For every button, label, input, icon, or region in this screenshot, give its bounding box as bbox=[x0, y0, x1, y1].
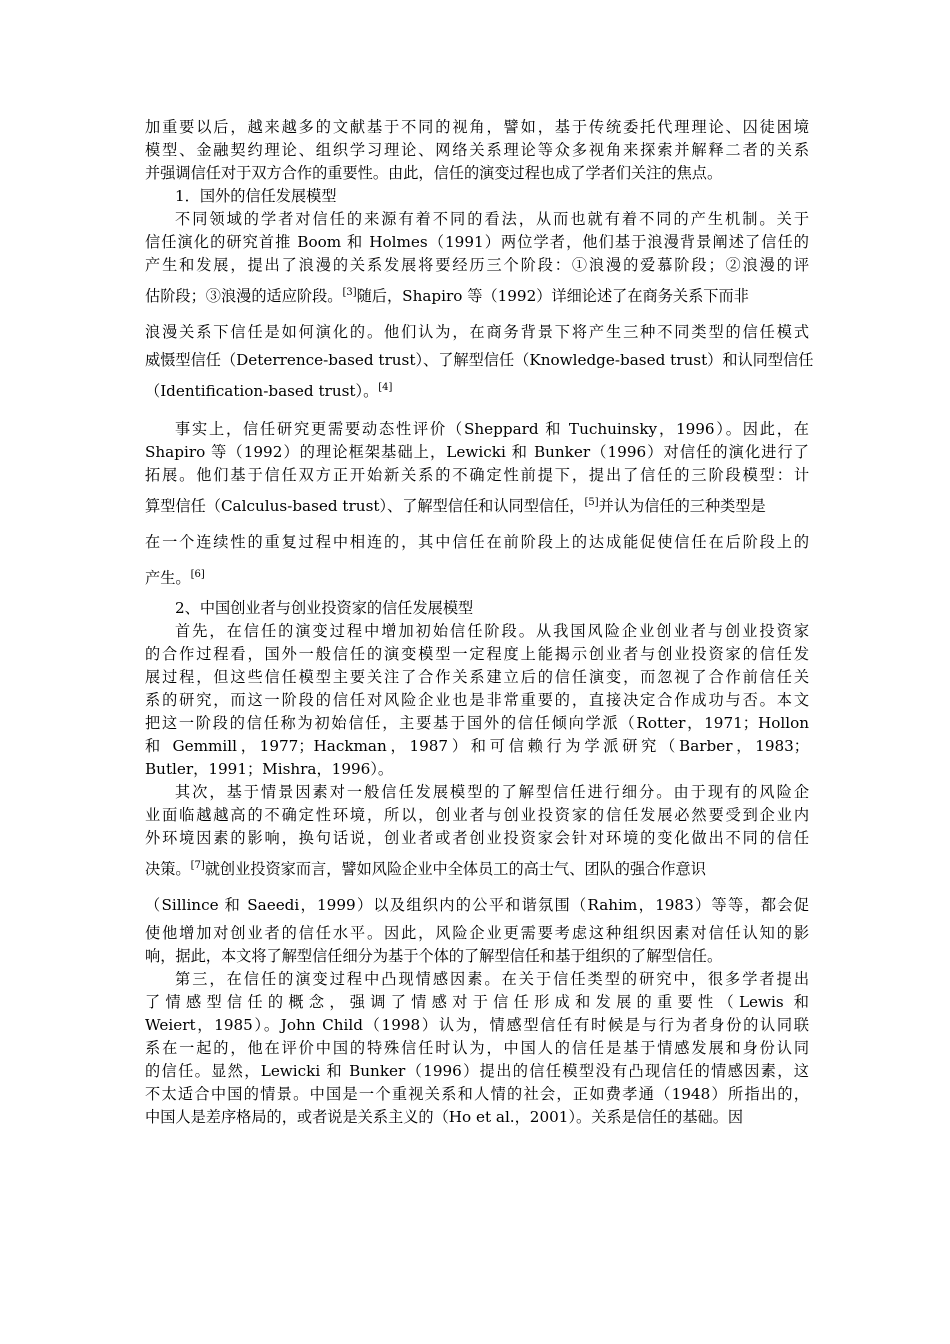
text-span: 把这一阶段的信任称为初始信任，主要基于国外的信任倾向学派（Rotter，1971；Hollon bbox=[145, 714, 809, 732]
text-span: 浪漫关系下信任是如何演化的。他们认为，在商务背景下将产生三种不同类型的信任模式 bbox=[145, 323, 809, 341]
text-span: 和 Gemmill，1977；Hackman，1987）和可信赖行为学派研究（Barber，1983； bbox=[145, 737, 809, 755]
text-span: 估阶段；③浪漫的适应阶段。 bbox=[145, 287, 343, 305]
text-line bbox=[145, 231, 809, 254]
text-line bbox=[145, 208, 809, 231]
text-span: 使他增加对创业者的信任水平。因此，风险企业更需要考虑这种组织因素对信任认知的影 bbox=[145, 924, 809, 942]
text-span: Weiert，1985）。John Child（1998）认为，情感型信任有时候是与行为者身份的认同联 bbox=[145, 1016, 809, 1034]
text-line bbox=[145, 418, 809, 441]
text-line bbox=[145, 1037, 809, 1060]
text-span: （Sillince 和 Saeedi，1999）以及组织内的公平和谐氛围（Rahim，1983）等等，都会促 bbox=[145, 896, 809, 914]
heading-text: 1．国外的信任发展模型 bbox=[175, 187, 337, 205]
text-span: 的信任。显然，Lewicki 和 Bunker（1996）提出的信任模型没有凸现信任的情感因素，这 bbox=[145, 1062, 809, 1080]
text-span: 其次，基于情景因素对一般信任发展模型的了解型信任进行细分。由于现有的风险企 bbox=[175, 783, 809, 801]
text-span: 拓展。他们基于信任双方正开始新关系的不确定性前提下，提出了信任的三阶段模型：计 bbox=[145, 466, 809, 484]
text-line bbox=[145, 525, 809, 559]
text-line bbox=[145, 689, 809, 712]
text-line bbox=[145, 620, 809, 643]
text-span: 响，据此，本文将了解型信任细分为基于个体的了解型信任和基于组织的了解型信任。 bbox=[145, 947, 723, 965]
text-span: 决策。 bbox=[145, 860, 191, 878]
text-line bbox=[145, 372, 809, 410]
text-line bbox=[145, 850, 809, 888]
text-span: 算型信任（Calculus-based trust）、了解型信任和认同型信任， bbox=[145, 497, 585, 515]
text-line bbox=[145, 1060, 809, 1083]
text-line bbox=[145, 116, 809, 139]
text-line bbox=[145, 827, 809, 850]
heading-text: 2、中国创业者与创业投资家的信任发展模型 bbox=[175, 599, 474, 617]
citation-ref: [6] bbox=[190, 568, 205, 580]
text-line bbox=[145, 254, 809, 277]
text-line bbox=[145, 277, 809, 315]
citation-ref: [7] bbox=[190, 859, 205, 871]
section-heading bbox=[145, 185, 809, 208]
text-line bbox=[145, 441, 809, 464]
text-span: 模型、金融契约理论、组织学习理论、网络关系理论等众多视角来探索并解释二者的关系 bbox=[145, 141, 809, 159]
text-line bbox=[145, 162, 809, 185]
text-span: 系在一起的，他在评价中国的特殊信任时认为，中国人的信任是基于情感发展和身份认同 bbox=[145, 1039, 809, 1057]
text-span: 中国人是差序格局的，或者说是关系主义的（Ho et al.，2001）。关系是信任的基础。因 bbox=[145, 1108, 744, 1126]
text-line bbox=[145, 315, 809, 349]
text-line bbox=[145, 968, 809, 991]
text-span: 事实上，信任研究更需要动态性评价（Sheppard 和 Tuchuinsky，1996）。因此，在 bbox=[175, 420, 809, 438]
text-span: 随后，Shapiro 等（1992）详细论述了在商务关系下而非 bbox=[356, 287, 749, 305]
text-line bbox=[145, 1106, 809, 1129]
text-line bbox=[145, 487, 809, 525]
section-heading bbox=[145, 597, 809, 620]
text-line bbox=[145, 758, 809, 781]
text-span: 信任演化的研究首推 Boom 和 Holmes（1991）两位学者，他们基于浪漫背景阐述了信任的 bbox=[145, 233, 809, 251]
text-span: 系的研究，而这一阶段的信任对风险企业也是非常重要的，直接决定合作成功与否。本文 bbox=[145, 691, 809, 709]
text-line bbox=[145, 139, 809, 162]
text-span: 加重要以后，越来越多的文献基于不同的视角，譬如，基于传统委托代理理论、囚徒困境 bbox=[145, 118, 809, 136]
text-span: 并强调信任对于双方合作的重要性。由此，信任的演变过程也成了学者们关注的焦点。 bbox=[145, 164, 723, 182]
text-span: 展过程，但这些信任模型主要关注了合作关系建立后的信任演变，而忽视了合作前信任关 bbox=[145, 668, 809, 686]
text-span: 并认为信任的三种类型是 bbox=[598, 497, 766, 515]
text-span: 不太适合中国的情景。中国是一个重视关系和人情的社会，正如费孝通（1948）所指出的， bbox=[145, 1085, 809, 1103]
text-line bbox=[145, 781, 809, 804]
text-span: Shapiro 等（1992）的理论框架基础上，Lewicki 和 Bunker（1996）对信任的演化进行了 bbox=[145, 443, 809, 461]
text-line bbox=[145, 464, 809, 487]
text-span: （Identification-based trust）。 bbox=[145, 382, 379, 400]
paragraph-gap bbox=[145, 410, 809, 418]
text-line bbox=[145, 735, 809, 758]
text-line bbox=[145, 643, 809, 666]
text-line bbox=[145, 922, 809, 945]
document-page bbox=[145, 116, 814, 1129]
text-span: Butler，1991；Mishra，1996）。 bbox=[145, 760, 394, 778]
text-span: 首先，在信任的演变过程中增加初始信任阶段。从我国风险企业创业者与创业投资家 bbox=[175, 622, 809, 640]
text-line bbox=[145, 559, 809, 597]
text-line bbox=[145, 945, 809, 968]
text-span: 不同领域的学者对信任的来源有着不同的看法，从而也就有着不同的产生机制。关于 bbox=[175, 210, 809, 228]
text-span: 就创业投资家而言，譬如风险企业中全体员工的高士气、团队的强合作意识 bbox=[204, 860, 706, 878]
text-line bbox=[145, 1014, 809, 1037]
text-span: 产生。 bbox=[145, 569, 191, 587]
text-line bbox=[145, 888, 809, 922]
text-line bbox=[145, 991, 809, 1014]
text-span: 第三，在信任的演变过程中凸现情感因素。在关于信任类型的研究中，很多学者提出 bbox=[175, 970, 809, 988]
text-line bbox=[145, 804, 809, 827]
text-span: 了情感型信任的概念，强调了情感对于信任形成和发展的重要性（Lewis 和 bbox=[145, 993, 809, 1011]
text-line bbox=[145, 1083, 809, 1106]
text-span: 业面临越越高的不确定性环境，所以，创业者与创业投资家的信任发展必然要受到企业内 bbox=[145, 806, 809, 824]
text-line bbox=[145, 666, 809, 689]
text-span: 产生和发展，提出了浪漫的关系发展将要经历三个阶段：①浪漫的爱慕阶段；②浪漫的评 bbox=[145, 256, 809, 274]
text-line bbox=[145, 712, 809, 735]
text-span: 在一个连续性的重复过程中相连的，其中信任在前阶段上的达成能促使信任在后阶段上的 bbox=[145, 533, 809, 551]
text-span: 外环境因素的影响，换句话说，创业者或者创业投资家会针对环境的变化做出不同的信任 bbox=[145, 829, 809, 847]
text-span: 威慑型信任（Deterrence-based trust）、了解型信任（Knowledge-based trust）和认同型信任 bbox=[145, 351, 814, 369]
text-line bbox=[145, 349, 814, 372]
text-span: 的合作过程看，国外一般信任的演变模型一定程度上能揭示创业者与创业投资家的信任发 bbox=[145, 645, 809, 663]
citation-ref: [5] bbox=[584, 496, 599, 508]
citation-ref: [3] bbox=[342, 286, 357, 298]
citation-ref: [4] bbox=[378, 381, 393, 393]
